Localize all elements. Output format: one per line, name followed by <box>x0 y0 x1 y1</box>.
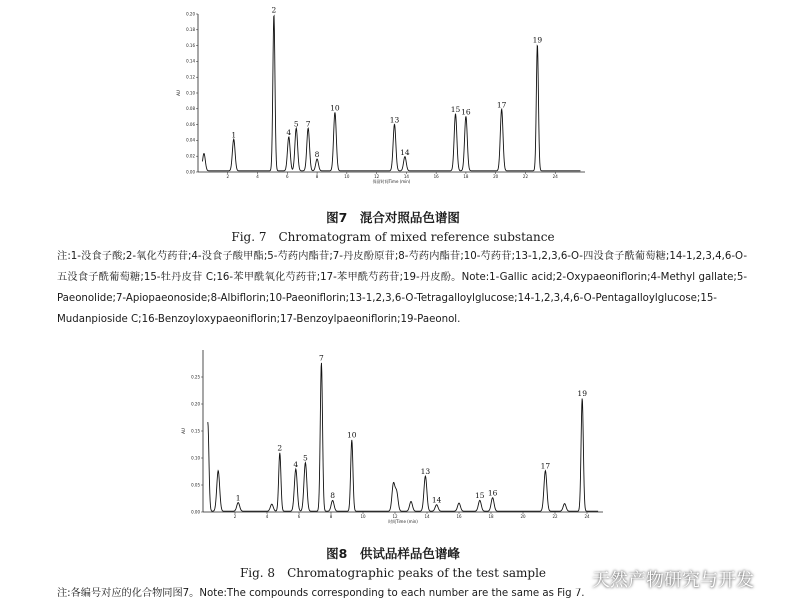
y-tick-label: 0.08 <box>186 106 195 112</box>
x-tick-label: 6 <box>297 514 301 519</box>
figure-8-caption-en: Fig. 8 Chromatographic peaks of the test sample <box>239 566 547 580</box>
x-tick-label: 22 <box>552 514 558 519</box>
x-tick-label: 10 <box>360 514 366 519</box>
peak-label: 5 <box>293 119 299 129</box>
y-tick-label: 0.06 <box>186 121 195 127</box>
peak-label: 15 <box>475 491 485 501</box>
y-tick-label: 0.10 <box>186 90 195 96</box>
x-tick-label: 16 <box>433 174 439 179</box>
chromatogram-trace <box>208 363 598 511</box>
peak-label: 10 <box>330 103 340 113</box>
peak-label: 2 <box>277 443 283 453</box>
x-axis-label: 保留时间Time (min) <box>372 179 411 184</box>
y-tick-label: 0.04 <box>186 137 195 143</box>
y-tick-label: 0.02 <box>186 153 195 159</box>
peak-label: 4 <box>293 459 299 469</box>
y-tick-label: 0.10 <box>191 455 200 461</box>
x-tick-label: 14 <box>403 174 409 179</box>
peak-label: 7 <box>319 353 324 363</box>
peak-label: 16 <box>487 488 498 498</box>
wechat-watermark <box>560 566 754 592</box>
x-tick-label: 10 <box>344 174 350 179</box>
x-tick-label: 18 <box>463 174 469 179</box>
peak-label: 13 <box>420 466 431 476</box>
y-tick-label: 0.15 <box>191 428 200 434</box>
figure-8-chromatogram <box>175 342 615 532</box>
y-tick-label: 0.16 <box>186 42 195 48</box>
figure-7-caption-en: Fig. 7 Chromatogram of mixed reference substance <box>231 230 555 244</box>
x-tick-label: 18 <box>488 514 494 519</box>
y-tick-label: 0.00 <box>191 509 200 515</box>
x-tick-label: 8 <box>329 514 333 519</box>
x-tick-label: 4 <box>265 514 269 519</box>
peak-label: 16 <box>461 107 471 117</box>
wechat-icon <box>560 568 586 590</box>
y-axis-label: AU <box>176 90 181 96</box>
chromatogram-trace <box>202 16 580 171</box>
peak-label: 1 <box>231 130 237 140</box>
figure-8-note: 注:各编号对应的化合物同图7。Note:The compounds corresponding to each number are the same as Fig 7. <box>57 588 585 599</box>
x-tick-label: 20 <box>520 514 526 519</box>
y-tick-label: 0.25 <box>191 374 200 380</box>
peak-label: 13 <box>389 115 400 125</box>
y-tick-label: 0.12 <box>186 74 195 80</box>
x-tick-label: 14 <box>424 514 430 519</box>
x-axis-label: 时间Time (min) <box>388 519 418 524</box>
y-tick-label: 0.14 <box>186 58 195 64</box>
figure-7-note-text: 注:1-没食子酸;2-氧化芍药苷;4-没食子酸甲酯;5-芍药内酯苷;7-丹皮酚原苷;8-芍药内酯苷;10-芍药苷;13-1,2,3,6-O-四没食子酰葡萄糖;14-1,2,3,4,6-O-五没食子酰葡萄糖;15-牡丹皮苷 C;16-苯甲酰氧化芍药苷;17-苯甲酰芍药苷;19-丹皮酚。Note:1-Gallic acid;2-Oxypaeoniflorin;4-Methyl gallate;5-Paeonolide;7-Apiopaeonoside;8-Albiflorin;10-Paeoniflorin;13-1,2,3,6-O-Tetragalloylglucose;14-1,2,3,4,6-O-Pentagalloylglucose;15-Mudanpioside C;16-Benzoyloxypaeoniflorin;17-Benzoylpaeoniflorin;19-Paeonol. <box>57 251 747 325</box>
peak-label: 19 <box>577 389 587 399</box>
x-tick-label: 8 <box>315 174 319 179</box>
figure-7-notes <box>57 246 747 330</box>
watermark-text: 天然产物研究与开发 <box>592 570 754 591</box>
peak-label: 7 <box>305 119 311 129</box>
figure-7-caption-cn: 图7 混合对照品色谱图 <box>326 210 460 225</box>
y-tick-label: 0.20 <box>186 11 195 17</box>
peak-label: 4 <box>286 128 292 138</box>
y-tick-label: 0.18 <box>186 27 195 33</box>
peak-label: 17 <box>496 100 507 110</box>
peak-label: 2 <box>271 5 277 15</box>
y-tick-label: 0.00 <box>186 169 195 175</box>
figure-8-chart-svg <box>175 342 615 532</box>
peak-label: 5 <box>303 453 308 463</box>
peak-label: 1 <box>235 493 241 503</box>
x-tick-label: 22 <box>522 174 529 179</box>
x-tick-label: 20 <box>493 174 499 179</box>
peak-label: 8 <box>314 150 320 160</box>
x-tick-label: 12 <box>392 514 398 519</box>
x-tick-label: 2 <box>233 514 237 519</box>
peak-label: 8 <box>330 491 335 501</box>
y-tick-label: 0.20 <box>191 401 200 407</box>
x-tick-label: 12 <box>374 174 380 179</box>
peak-label: 15 <box>450 105 461 115</box>
x-tick-label: 2 <box>226 174 230 179</box>
peak-label: 14 <box>431 495 442 505</box>
x-tick-label: 16 <box>456 514 462 519</box>
x-tick-label: 4 <box>256 174 259 179</box>
x-tick-label: 24 <box>552 174 558 179</box>
peak-label: 17 <box>540 461 551 471</box>
figure-7-chart-svg <box>176 5 600 196</box>
y-tick-label: 0.05 <box>191 482 200 488</box>
figure-8-caption-cn: 图8 供试品样品色谱峰 <box>326 546 460 561</box>
x-tick-label: 6 <box>286 174 289 179</box>
figure-7-chromatogram <box>176 5 600 196</box>
x-tick-label: 24 <box>584 514 590 519</box>
peak-label: 10 <box>347 430 357 440</box>
peak-label: 19 <box>532 35 543 45</box>
y-axis-label: AU <box>181 428 186 434</box>
peak-label: 14 <box>400 147 410 157</box>
